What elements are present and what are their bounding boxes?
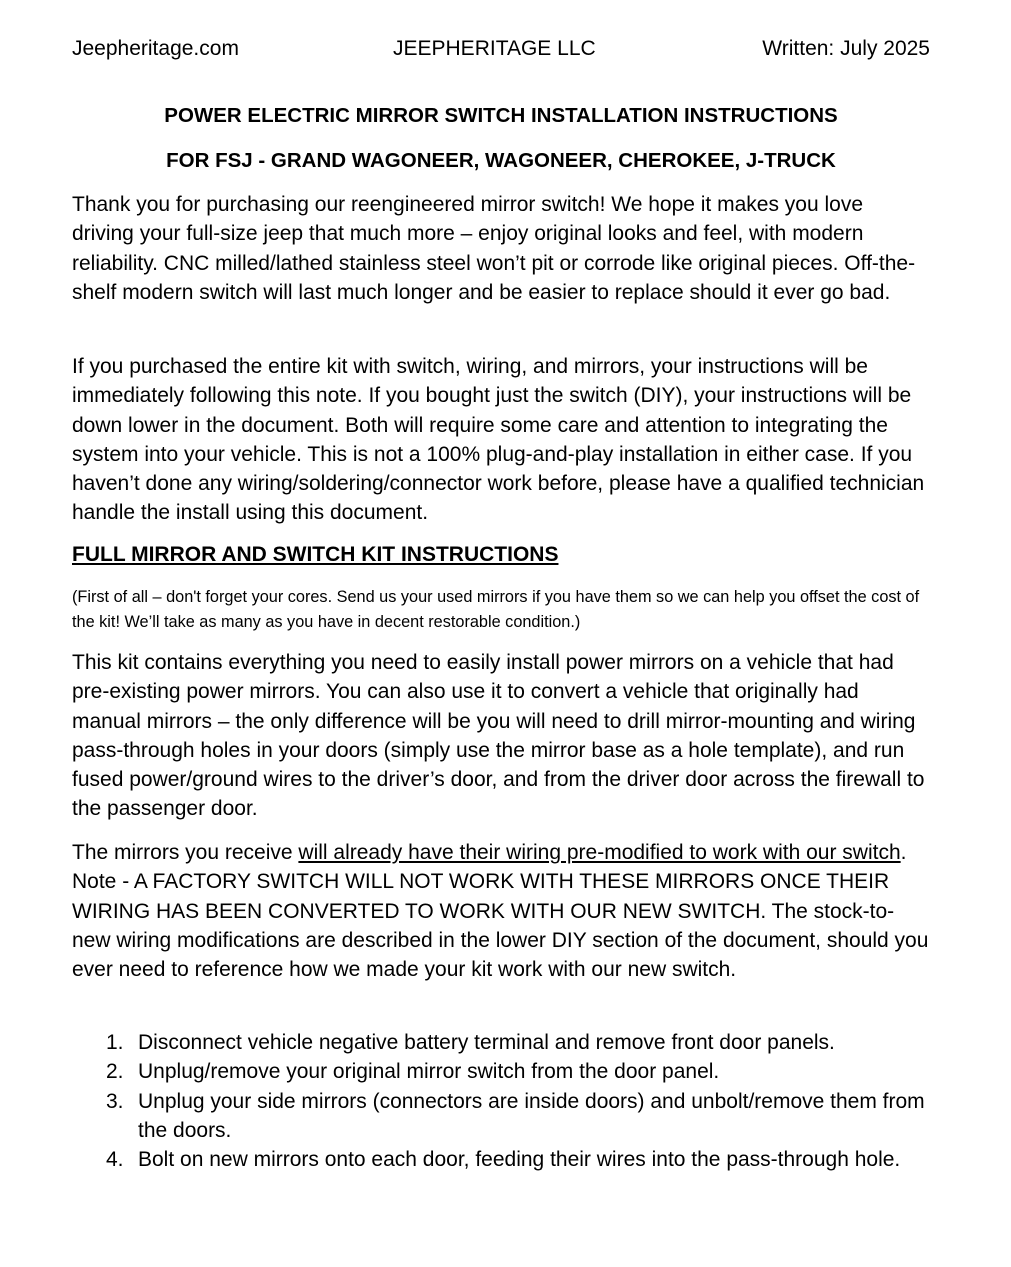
mirror-wiring-text-end: . Note - A FACTORY SWITCH WILL NOT WORK WITH THESE MIRRORS ONCE THEIR WIRING HAS BEEN CONVERTED TO WORK WITH OUR NEW SWITCH. The stock-to-new wiring modifications are described in the lower DIY section of the document, should you ever need to reference how we made your kit work with our new switch. xyxy=(72,841,929,982)
header-company: JEEPHERITAGE LLC xyxy=(393,37,596,60)
mirror-wiring-paragraph xyxy=(72,838,930,984)
mirror-wiring-underlined: will already have their wiring pre-modified to work with our switch xyxy=(298,841,901,864)
list-item xyxy=(72,1057,930,1086)
document-title: POWER ELECTRIC MIRROR SWITCH INSTALLATION INSTRUCTIONS xyxy=(164,104,838,127)
install-steps-list xyxy=(72,1028,930,1174)
header-written-date: Written: July 2025 xyxy=(762,37,930,60)
step-number: 4. xyxy=(106,1148,124,1172)
mirror-wiring-text-start: The mirrors you receive xyxy=(72,841,299,864)
kit-contents-paragraph: This kit contains everything you need to easily install power mirrors on a vehicle that had pre-existing power mirrors. You can also use it to convert a vehicle that originally had manual mirrors – the only difference will be you will need to drill mirror-mounting and wiring pass-through holes in your doors (simply use the mirror base as a hole template), and run fused power/ground wires to the driver’s door, and from the driver door across the firewall to the passenger door. xyxy=(72,651,925,821)
step-number: 3. xyxy=(106,1089,124,1113)
intro-paragraph-1: Thank you for purchasing our reengineered mirror switch! We hope it makes you love driving your full-size jeep that much more – enjoy original looks and feel, with modern reliability. CNC milled/lathed stainless steel won’t pit or corrode like original pieces. Off-the-shelf modern switch will last much longer and be easier to replace should it ever go bad. xyxy=(72,193,916,304)
step-number: 2. xyxy=(106,1060,124,1084)
step-text: Unplug/remove your original mirror switch from the door panel. xyxy=(138,1060,720,1084)
cores-note: (First of all – don't forget your cores. Send us your used mirrors if you have them so we can help you offset the cost of the kit! We’ll take as many as you have in decent restorable condition.) xyxy=(72,588,920,631)
step-text: Unplug your side mirrors (connectors are inside doors) and unbolt/remove them from the doors. xyxy=(138,1089,925,1142)
list-item xyxy=(72,1028,930,1057)
page-header xyxy=(72,37,930,63)
step-number: 1. xyxy=(106,1031,124,1054)
document-subtitle: FOR FSJ - GRAND WAGONEER, WAGONEER, CHEROKEE, J-TRUCK xyxy=(166,149,836,172)
header-site: Jeepheritage.com xyxy=(72,37,239,60)
step-text: Bolt on new mirrors onto each door, feeding their wires into the pass-through hole. xyxy=(138,1148,901,1172)
section-heading: FULL MIRROR AND SWITCH KIT INSTRUCTIONS xyxy=(72,543,559,566)
list-item xyxy=(72,1087,930,1146)
intro-paragraph-2: If you purchased the entire kit with switch, wiring, and mirrors, your instructions will be immediately following this note. If you bought just the switch (DIY), your instructions will be down lower in the document. Both will require some care and attention to integrating the system into your vehicle. This is not a 100% plug-and-play installation in either case. If you haven’t done any wiring/soldering/connector work before, please have a qualified technician handle the install using this document. xyxy=(72,355,925,525)
step-text: Disconnect vehicle negative battery terminal and remove front door panels. xyxy=(138,1031,835,1054)
list-item xyxy=(72,1145,930,1174)
